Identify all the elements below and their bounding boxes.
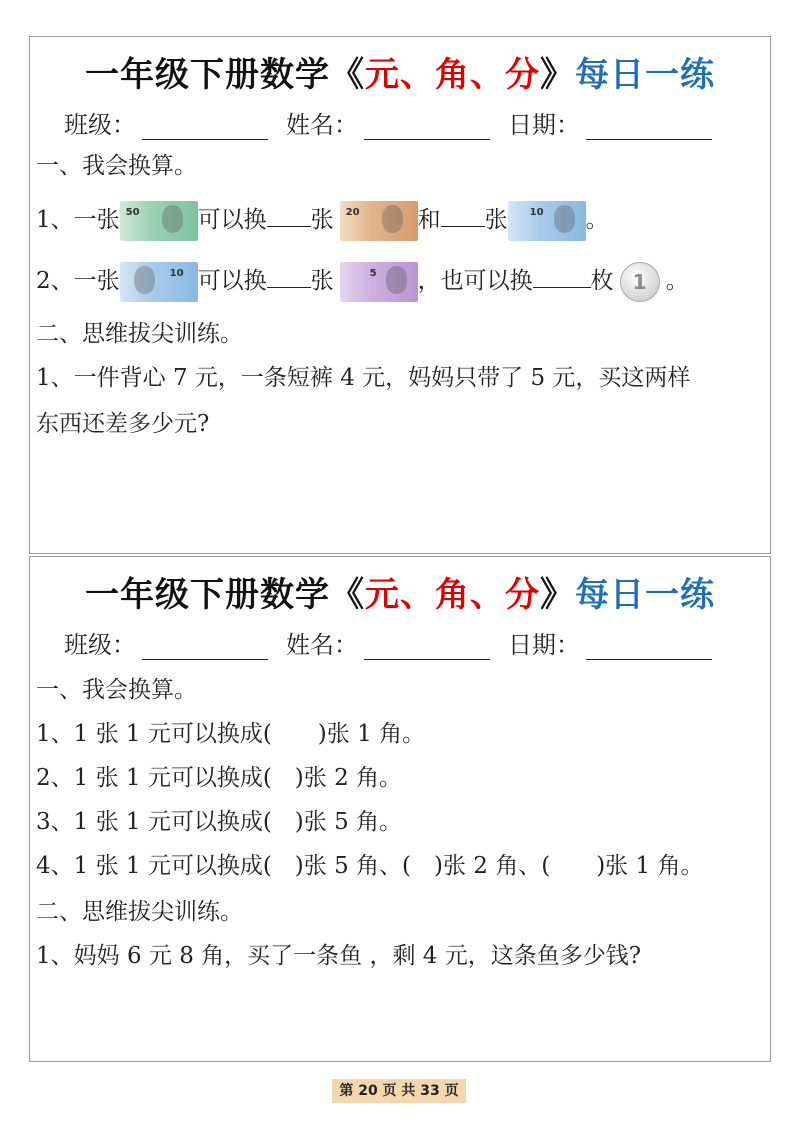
q2-end: 。 — [665, 268, 689, 294]
date-label: 日期： — [508, 631, 580, 659]
date-blank[interactable] — [586, 117, 712, 140]
q2-blank-1[interactable] — [267, 267, 311, 288]
q1-end: 。 — [585, 207, 609, 233]
q1-blank-2[interactable] — [441, 206, 485, 227]
title-topic: 元、角、分 — [365, 575, 540, 615]
page-footer: 第 20 页 共 33 页 — [332, 1079, 466, 1103]
class-blank[interactable] — [142, 637, 268, 660]
one-yuan-coin-icon: 1 — [620, 262, 660, 302]
twenty-yuan-note-icon: 20 — [340, 201, 418, 241]
section-heading-2: 二、思维拔尖训练。 — [36, 899, 243, 925]
q2-mid3: ，也可以换 — [417, 268, 533, 294]
ten-yuan-note-icon: 10 — [508, 201, 586, 241]
problem-1-line-2: 东西还差多少元? — [36, 411, 210, 437]
student-info-row — [64, 105, 730, 140]
problem-1: 1、妈妈 6 元 8 角，买了一条鱼 ，剩 4 元，这条鱼多少钱? — [36, 943, 642, 969]
title-prefix: 一年级下册数学《 — [85, 575, 365, 615]
title-suffix: 每日一练 — [575, 575, 715, 615]
date-label: 日期： — [508, 111, 580, 139]
student-info-row — [64, 625, 730, 660]
class-label: 班级： — [64, 111, 136, 139]
ten-yuan-note-icon: 10 — [120, 262, 198, 302]
q1-mid3: 和 — [417, 207, 441, 233]
title-close: 》 — [540, 55, 575, 95]
section-heading-1: 一、我会换算。 — [36, 153, 197, 179]
title-suffix: 每日一练 — [575, 55, 715, 95]
name-blank[interactable] — [364, 117, 490, 140]
worksheet-card-2 — [29, 556, 771, 1062]
q2-mid2: 张 — [310, 268, 334, 294]
exchange-item-4: 4、1 张 1 元可以换成( )张 5 角、( )张 2 角、( )张 1 角。 — [36, 853, 704, 879]
section-heading-2: 二、思维拔尖训练。 — [36, 321, 243, 347]
fifty-yuan-note-icon: 50 — [120, 201, 198, 241]
exchange-item-1: 1、1 张 1 元可以换成( )张 1 角。 — [36, 721, 426, 747]
name-label: 姓名： — [286, 631, 358, 659]
exchange-item-2: 2、1 张 1 元可以换成( )张 2 角。 — [36, 765, 403, 791]
class-blank[interactable] — [142, 117, 268, 140]
question-1 — [36, 201, 609, 241]
q1-blank-1[interactable] — [267, 206, 311, 227]
class-label: 班级： — [64, 631, 136, 659]
section-heading-1: 一、我会换算。 — [36, 677, 197, 703]
worksheet-title — [30, 47, 770, 96]
q1-mid4: 张 — [484, 207, 508, 233]
worksheet-title — [30, 567, 770, 616]
title-topic: 元、角、分 — [365, 55, 540, 95]
q1-mid1: 可以换 — [197, 207, 267, 233]
title-close: 》 — [540, 575, 575, 615]
q2-mid4: 枚 — [590, 268, 614, 294]
title-prefix: 一年级下册数学《 — [85, 55, 365, 95]
q1-mid2: 张 — [310, 207, 334, 233]
name-blank[interactable] — [364, 637, 490, 660]
worksheet-card-1 — [29, 36, 771, 554]
exchange-item-3: 3、1 张 1 元可以换成( )张 5 角。 — [36, 809, 403, 835]
question-2 — [36, 262, 689, 302]
problem-1-line-1: 1、一件背心 7 元，一条短裤 4 元，妈妈只带了 5 元，买这两样 — [36, 365, 691, 391]
q2-blank-2[interactable] — [533, 267, 591, 288]
q1-prefix: 1、一张 — [36, 207, 120, 233]
q2-prefix: 2、一张 — [36, 268, 120, 294]
name-label: 姓名： — [286, 111, 358, 139]
date-blank[interactable] — [586, 637, 712, 660]
five-yuan-note-icon: 5 — [340, 262, 418, 302]
q2-mid1: 可以换 — [197, 268, 267, 294]
